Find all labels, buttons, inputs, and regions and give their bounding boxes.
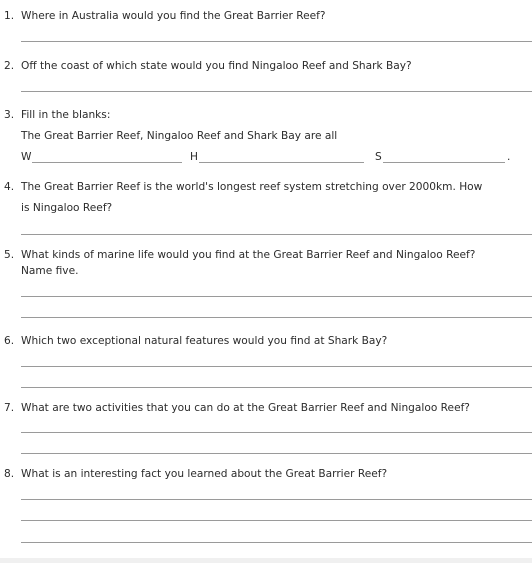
answer-line[interactable] <box>21 499 532 500</box>
question-7 <box>4 401 532 415</box>
question-3 <box>4 108 532 122</box>
question-number: 4. <box>4 181 15 193</box>
answer-line[interactable] <box>21 296 532 297</box>
question-number: 1. <box>4 10 15 22</box>
answer-line[interactable] <box>21 91 532 92</box>
answer-line[interactable] <box>21 366 532 367</box>
answer-line[interactable] <box>21 453 532 454</box>
question-number: 6. <box>4 335 15 347</box>
blank-2-line[interactable] <box>199 162 364 163</box>
question-4-line-2: is Ningaloo Reef? <box>21 202 113 214</box>
blank-2-letter: H <box>190 151 198 163</box>
blank-end-mark: . <box>507 151 511 163</box>
question-4 <box>4 180 532 194</box>
question-5-line-2: Name five. <box>21 265 79 277</box>
question-number: 7. <box>4 402 15 414</box>
question-6 <box>4 334 532 348</box>
blank-1-letter: W <box>21 151 32 163</box>
question-5 <box>4 248 532 262</box>
question-text: Where in Australia would you find the Great Barrier Reef? <box>21 10 326 22</box>
answer-line[interactable] <box>21 41 532 42</box>
question-text: What is an interesting fact you learned about the Great Barrier Reef? <box>21 468 388 480</box>
blank-3-line[interactable] <box>383 162 505 163</box>
answer-line[interactable] <box>21 234 532 235</box>
page-bottom-edge <box>0 558 532 563</box>
answer-line[interactable] <box>21 520 532 521</box>
question-text: Fill in the blanks: <box>21 109 111 121</box>
question-text-line-1: What kinds of marine life would you find at the Great Barrier Reef and Ningaloo Reef? <box>21 249 476 261</box>
answer-line[interactable] <box>21 432 532 433</box>
question-text: Off the coast of which state would you find Ningaloo Reef and Shark Bay? <box>21 60 412 72</box>
question-2 <box>4 59 532 73</box>
answer-line[interactable] <box>21 317 532 318</box>
question-number: 2. <box>4 60 15 72</box>
question-8 <box>4 467 532 481</box>
question-number: 8. <box>4 468 15 480</box>
fill-in-sentence: The Great Barrier Reef, Ningaloo Reef and Shark Bay are all <box>21 130 338 142</box>
question-1 <box>4 9 532 23</box>
answer-line[interactable] <box>21 387 532 388</box>
question-number: 5. <box>4 249 15 261</box>
question-number: 3. <box>4 109 15 121</box>
blank-1-line[interactable] <box>32 162 182 163</box>
question-text: What are two activities that you can do at the Great Barrier Reef and Ningaloo Reef? <box>21 402 470 414</box>
answer-line[interactable] <box>21 542 532 543</box>
fill-in-blanks <box>21 150 521 164</box>
question-text-line-1: The Great Barrier Reef is the world's longest reef system stretching over 2000km. How <box>21 181 483 193</box>
blank-3-letter: S <box>375 151 382 163</box>
question-text: Which two exceptional natural features would you find at Shark Bay? <box>21 335 388 347</box>
